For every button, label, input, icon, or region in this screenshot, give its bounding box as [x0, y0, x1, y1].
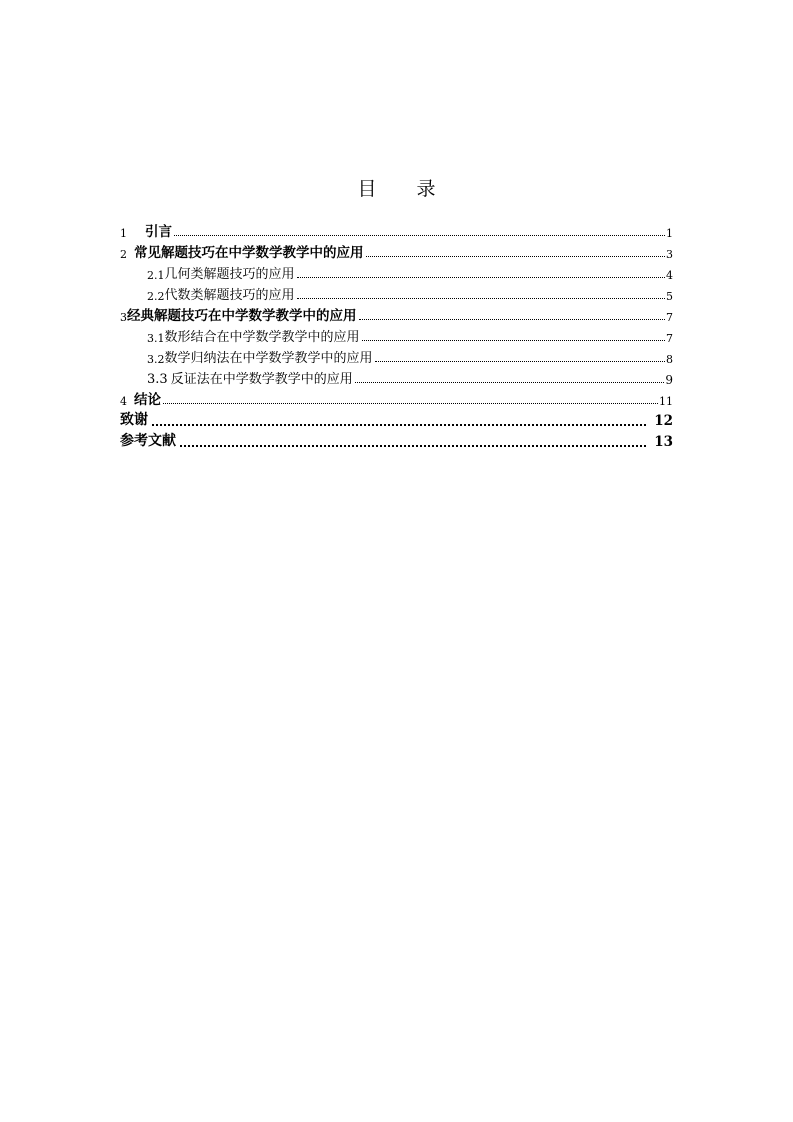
toc-dot-leader: [355, 382, 665, 383]
toc-dot-leader: [362, 340, 665, 341]
toc-entry-chapter-3[interactable]: [120, 303, 673, 324]
toc-title: [0, 174, 793, 201]
toc-entry-page: 3: [666, 248, 673, 261]
toc-dot-leader: [297, 298, 665, 299]
toc-entry-page: 7: [666, 311, 673, 324]
toc-dot-leader: [297, 277, 665, 278]
toc-entry-section-2-2[interactable]: [120, 282, 673, 303]
toc-dot-leader: [359, 319, 666, 320]
toc-dot-leader: [180, 445, 646, 447]
toc-entry-page: 9: [665, 373, 673, 387]
toc-entry-section-2-1[interactable]: [120, 261, 673, 282]
toc-entry-label: 数形结合在中学数学教学中的应用: [164, 330, 360, 345]
toc-entry-references[interactable]: [120, 429, 673, 450]
toc-dot-leader: [366, 256, 666, 257]
toc-entry-label: 数学归纳法在中学数学教学中的应用: [164, 351, 373, 366]
toc-entry-number: 3.2: [147, 353, 165, 366]
toc-entry-section-3-2[interactable]: [120, 345, 673, 366]
toc-title-char-1: 目: [357, 178, 377, 200]
toc-entry-page: 1: [666, 227, 673, 240]
toc-entry-label: 几何类解题技巧的应用: [164, 267, 295, 282]
toc-entry-page: 8: [666, 353, 673, 366]
toc-entry-number: 2.1: [147, 269, 165, 282]
toc-dot-leader: [375, 361, 665, 362]
toc-entry-page: 4: [666, 269, 673, 282]
toc-entry-number: 3.3: [147, 372, 168, 387]
toc-entry-page: 11: [659, 395, 673, 408]
toc-entry-conclusion[interactable]: [120, 387, 673, 408]
toc-title-char-2: 录: [416, 178, 436, 200]
toc-entry-label: 反证法在中学数学教学中的应用: [170, 372, 353, 387]
toc-entry-page: 13: [654, 434, 673, 450]
toc-entry-label: 引言: [145, 224, 172, 240]
toc-entry-number: 2.2: [147, 290, 165, 303]
toc-entry-number: 3.1: [147, 332, 165, 345]
toc-dot-leader: [174, 235, 665, 236]
toc-entry-number: 2: [120, 248, 127, 261]
toc-entry-number: 3: [120, 311, 127, 324]
toc-entry-number: 4: [120, 395, 127, 408]
toc-entry-acknowledgements[interactable]: [120, 408, 673, 429]
toc-entry-label: 代数类解题技巧的应用: [164, 288, 295, 303]
toc-entry-page: 7: [666, 332, 673, 345]
toc-entry-label: 致谢: [120, 412, 148, 428]
table-of-contents: [120, 219, 673, 450]
toc-entry-section-3-1[interactable]: [120, 324, 673, 345]
toc-entry-number: 1: [120, 227, 127, 240]
toc-entry-page: 12: [654, 413, 673, 429]
toc-entry-label: 参考文献: [120, 433, 176, 449]
toc-entry-section-3-3[interactable]: [120, 366, 673, 387]
toc-entry-introduction[interactable]: [120, 219, 673, 240]
toc-entry-page: 5: [666, 290, 673, 303]
toc-dot-leader: [163, 403, 658, 404]
toc-dot-leader: [152, 424, 646, 426]
toc-entry-label: 经典解题技巧在中学数学教学中的应用: [127, 308, 357, 324]
toc-entry-chapter-2[interactable]: [120, 240, 673, 261]
toc-entry-label: 常见解题技巧在中学数学教学中的应用: [134, 245, 364, 261]
toc-entry-label: 结论: [134, 392, 161, 408]
